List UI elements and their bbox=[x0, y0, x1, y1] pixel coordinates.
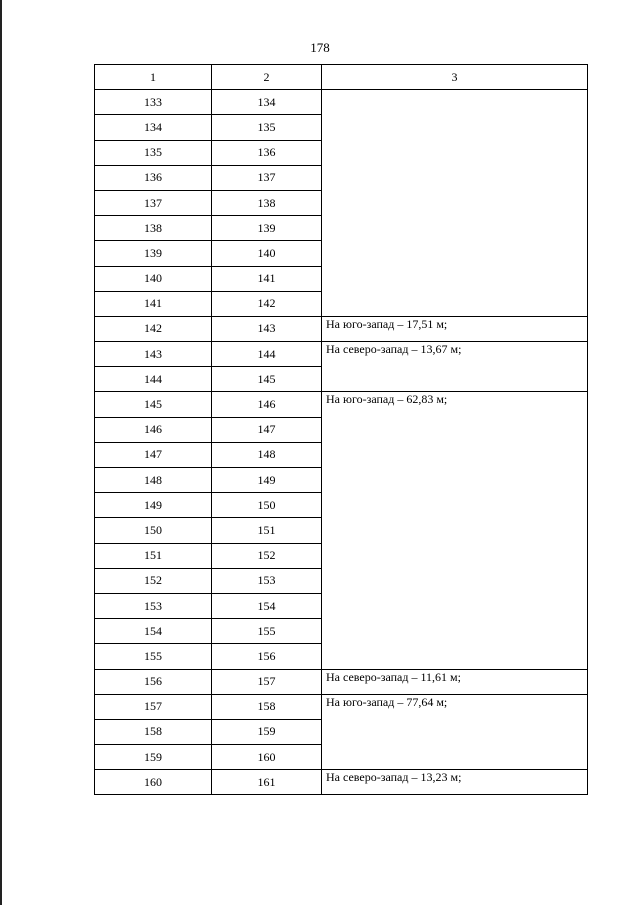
page-number: 178 bbox=[310, 40, 330, 55]
point-from-cell: 141 bbox=[95, 291, 212, 316]
table-row bbox=[95, 90, 588, 115]
direction-distance-cell: На юго-запад – 17,51 м; bbox=[322, 316, 588, 341]
point-from-cell: 133 bbox=[95, 90, 212, 115]
table-row bbox=[95, 669, 588, 694]
point-to-cell: 136 bbox=[212, 140, 322, 165]
point-from-cell: 149 bbox=[95, 493, 212, 518]
point-to-cell: 152 bbox=[212, 543, 322, 568]
table-row bbox=[95, 694, 588, 719]
point-to-cell: 158 bbox=[212, 694, 322, 719]
point-from-cell: 138 bbox=[95, 216, 212, 241]
direction-distance-cell: На северо-запад – 11,61 м; bbox=[322, 669, 588, 694]
point-from-cell: 146 bbox=[95, 417, 212, 442]
point-from-cell: 151 bbox=[95, 543, 212, 568]
point-from-cell: 142 bbox=[95, 316, 212, 341]
point-from-cell: 157 bbox=[95, 694, 212, 719]
point-to-cell: 150 bbox=[212, 493, 322, 518]
point-from-cell: 134 bbox=[95, 115, 212, 140]
point-to-cell: 142 bbox=[212, 291, 322, 316]
header-col-3: 3 bbox=[322, 65, 588, 90]
point-from-cell: 160 bbox=[95, 770, 212, 795]
point-to-cell: 137 bbox=[212, 165, 322, 190]
point-to-cell: 149 bbox=[212, 468, 322, 493]
point-to-cell: 161 bbox=[212, 770, 322, 795]
point-to-cell: 138 bbox=[212, 190, 322, 215]
point-from-cell: 137 bbox=[95, 190, 212, 215]
point-to-cell: 139 bbox=[212, 216, 322, 241]
point-to-cell: 155 bbox=[212, 619, 322, 644]
table-header-row bbox=[95, 65, 588, 90]
header-col-1: 1 bbox=[95, 65, 212, 90]
point-from-cell: 156 bbox=[95, 669, 212, 694]
table-row bbox=[95, 770, 588, 795]
point-from-cell: 136 bbox=[95, 165, 212, 190]
table-row bbox=[95, 316, 588, 341]
point-from-cell: 145 bbox=[95, 392, 212, 417]
point-to-cell: 159 bbox=[212, 719, 322, 744]
direction-distance-cell: На северо-запад – 13,67 м; bbox=[322, 342, 588, 392]
point-to-cell: 144 bbox=[212, 342, 322, 367]
point-to-cell: 141 bbox=[212, 266, 322, 291]
point-to-cell: 140 bbox=[212, 241, 322, 266]
direction-distance-cell: На юго-запад – 62,83 м; bbox=[322, 392, 588, 669]
page-edge-border bbox=[0, 0, 2, 905]
point-from-cell: 144 bbox=[95, 367, 212, 392]
point-to-cell: 145 bbox=[212, 367, 322, 392]
point-from-cell: 140 bbox=[95, 266, 212, 291]
point-from-cell: 154 bbox=[95, 619, 212, 644]
header-col-2: 2 bbox=[212, 65, 322, 90]
point-to-cell: 135 bbox=[212, 115, 322, 140]
point-to-cell: 147 bbox=[212, 417, 322, 442]
point-to-cell: 160 bbox=[212, 745, 322, 770]
table-row bbox=[95, 342, 588, 367]
point-to-cell: 157 bbox=[212, 669, 322, 694]
table-row bbox=[95, 392, 588, 417]
point-to-cell: 156 bbox=[212, 644, 322, 669]
point-to-cell: 148 bbox=[212, 442, 322, 467]
point-from-cell: 148 bbox=[95, 468, 212, 493]
point-to-cell: 153 bbox=[212, 568, 322, 593]
point-to-cell: 134 bbox=[212, 90, 322, 115]
point-from-cell: 159 bbox=[95, 745, 212, 770]
point-to-cell: 143 bbox=[212, 316, 322, 341]
point-from-cell: 143 bbox=[95, 342, 212, 367]
direction-distance-cell: На северо-запад – 13,23 м; bbox=[322, 770, 588, 795]
point-from-cell: 147 bbox=[95, 442, 212, 467]
coordinates-table bbox=[94, 64, 588, 795]
table-body bbox=[95, 90, 588, 795]
point-from-cell: 135 bbox=[95, 140, 212, 165]
point-from-cell: 155 bbox=[95, 644, 212, 669]
point-from-cell: 150 bbox=[95, 518, 212, 543]
point-to-cell: 151 bbox=[212, 518, 322, 543]
direction-distance-cell: На юго-запад – 77,64 м; bbox=[322, 694, 588, 770]
point-to-cell: 154 bbox=[212, 593, 322, 618]
point-from-cell: 152 bbox=[95, 568, 212, 593]
point-from-cell: 153 bbox=[95, 593, 212, 618]
point-from-cell: 158 bbox=[95, 719, 212, 744]
direction-distance-cell bbox=[322, 90, 588, 317]
point-from-cell: 139 bbox=[95, 241, 212, 266]
point-to-cell: 146 bbox=[212, 392, 322, 417]
